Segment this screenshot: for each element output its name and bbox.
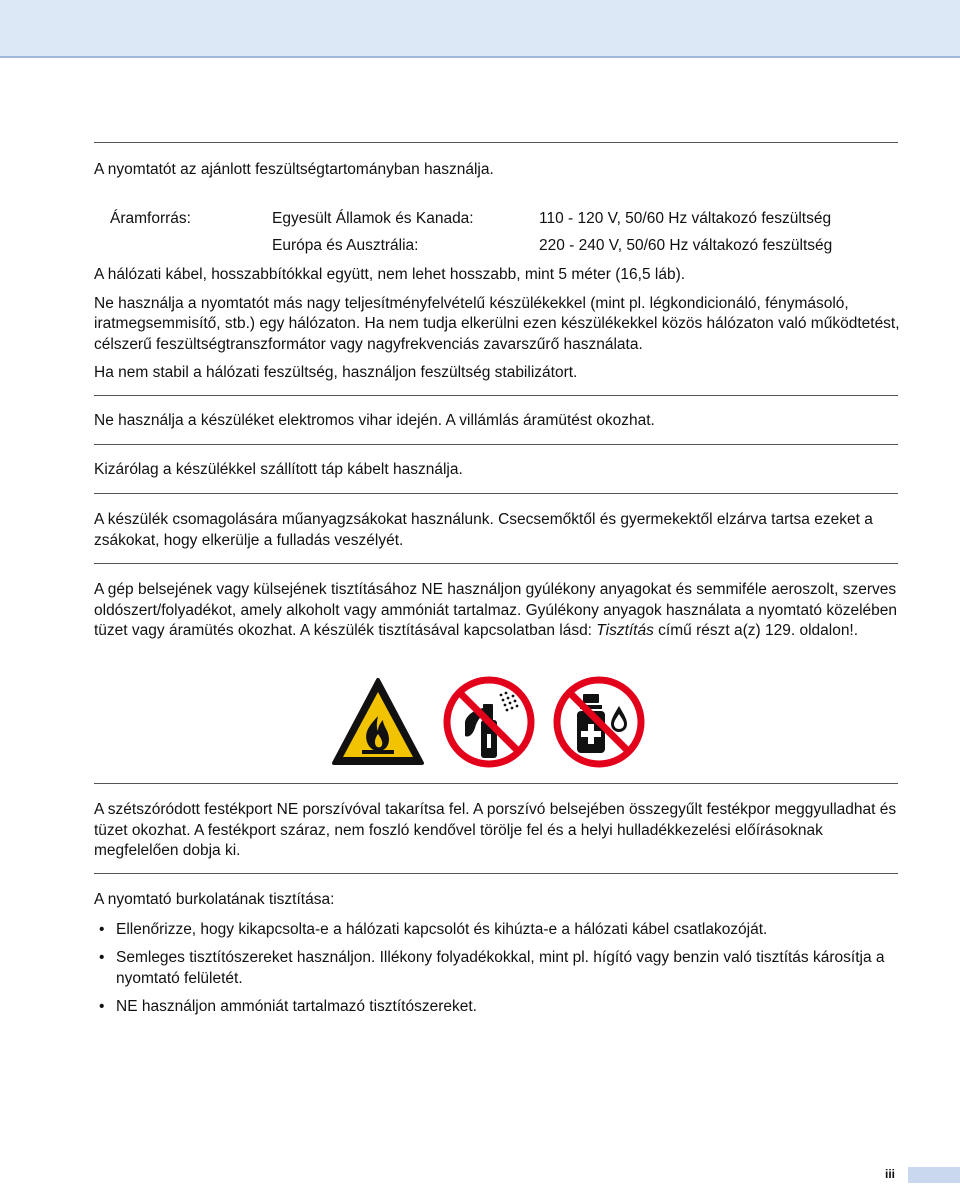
power-notes: [94, 265, 900, 384]
storm-note: Ne használja a készüléket elektromos vihar idején. A villámlás áramütést okozhat.: [94, 412, 655, 429]
no-spray-icon: [443, 676, 535, 768]
divider: [94, 142, 898, 143]
power-region: Európa és Ausztrália:: [272, 237, 419, 254]
storm-section: [94, 411, 900, 432]
housing-list: [94, 920, 900, 1018]
power-spec: 220 - 240 V, 50/60 Hz váltakozó feszültség: [539, 237, 833, 254]
page-number: iii: [884, 1167, 895, 1181]
housing-title: A nyomtató burkolatának tisztítása:: [94, 891, 335, 908]
power-spec: 110 - 120 V, 50/60 Hz váltakozó feszültség: [539, 210, 832, 227]
bags-note: A készülék csomagolására műanyagzsákokat használunk. Csecsemőktől és gyermekektől elzárva tartsa ezeket a zsákokat, hogy elkerülje a fulladás veszélyét.: [94, 511, 873, 549]
cleaning-link[interactable]: Tisztítás: [596, 622, 654, 639]
no-liquid-bottle-icon: [553, 676, 645, 768]
cable-note: A hálózati kábel, hosszabbítókkal együtt, nem lehet hosszabb, mint 5 méter (16,5 láb).: [94, 266, 686, 283]
housing-section: [94, 890, 900, 1026]
power-table: [110, 205, 900, 259]
toner-note: A szétszóródott festékport NE porszívóval takarítsa fel. A porszívó belsejében összegyűlt festékpor meggyulladhat és tüzet okozhat. A festékport száraz, nem foszló kendővel törölje fel és a helyi hulladékkezelési előírásoknak megfelelően dobja ki.: [94, 801, 897, 859]
bags-section: [94, 510, 900, 551]
stabilizer-note: Ha nem stabil a hálózati feszültség, használjon feszültség stabilizátort.: [94, 364, 578, 381]
header-band: [0, 0, 960, 58]
cable-supplied-note: Kizárólag a készülékkel szállított táp kábelt használja.: [94, 461, 463, 478]
intro-paragraph: A nyomtatót az ajánlott feszültségtartományban használja.: [94, 161, 494, 178]
list-item: • NE használjon ammóniát tartalmazó tisztítószereket.: [94, 997, 900, 1018]
divider: [94, 444, 898, 445]
divider: [94, 493, 898, 494]
fire-warning-icon: [331, 676, 425, 766]
appliances-note: Ne használja a nyomtatót más nagy teljesítményfelvételű készülékekkel (mint pl. légkondicionáló, fénymásoló, iratmegsemmisítő, stb.) egy hálózaton. Ha nem tudja elkerülni ezen készülékekkel közös hálózaton való működtetést, célszerű feszültségtranszformátor vagy nagyfrekvenciás zavarszűrő használata.: [94, 294, 900, 353]
warning-icons: [0, 676, 960, 771]
power-label: Áramforrás:: [110, 210, 191, 227]
list-item: • Ellenőrizze, hogy kikapcsolta-e a hálózati kapcsolót és kihúzta-e a hálózati kábel csatlakozóját.: [94, 920, 900, 941]
intro-text: [94, 160, 900, 181]
cable-section: [94, 460, 900, 481]
page-tab: [908, 1167, 960, 1183]
divider: [94, 395, 898, 396]
divider: [94, 783, 898, 784]
power-region: Egyesült Államok és Kanada:: [272, 210, 474, 227]
toner-section: [94, 800, 900, 862]
divider: [94, 563, 898, 564]
power-row: [110, 232, 900, 259]
power-row: [110, 205, 900, 232]
cleaning-note: A gép belsejének vagy külsejének tisztításához NE használjon gyúlékony anyagokat és semmiféle aeroszolt, szerves oldószert/folyadékot, amely alkoholt vagy ammóniát tartalmaz. Gyúlékony anyagok használata a nyomtató közelében tüzet vagy áramütés okozhat. A készülék tisztításával kapcsolatban lásd: Tisztítás című részt a(z) 129. oldalon!.: [94, 581, 897, 639]
cleaning-section: [94, 580, 900, 642]
list-item: • Semleges tisztítószereket használjon. Illékony folyadékokkal, mint pl. hígító vagy benzin való tisztítás károsítja a nyomtató felületét.: [94, 948, 900, 989]
divider: [94, 873, 898, 874]
